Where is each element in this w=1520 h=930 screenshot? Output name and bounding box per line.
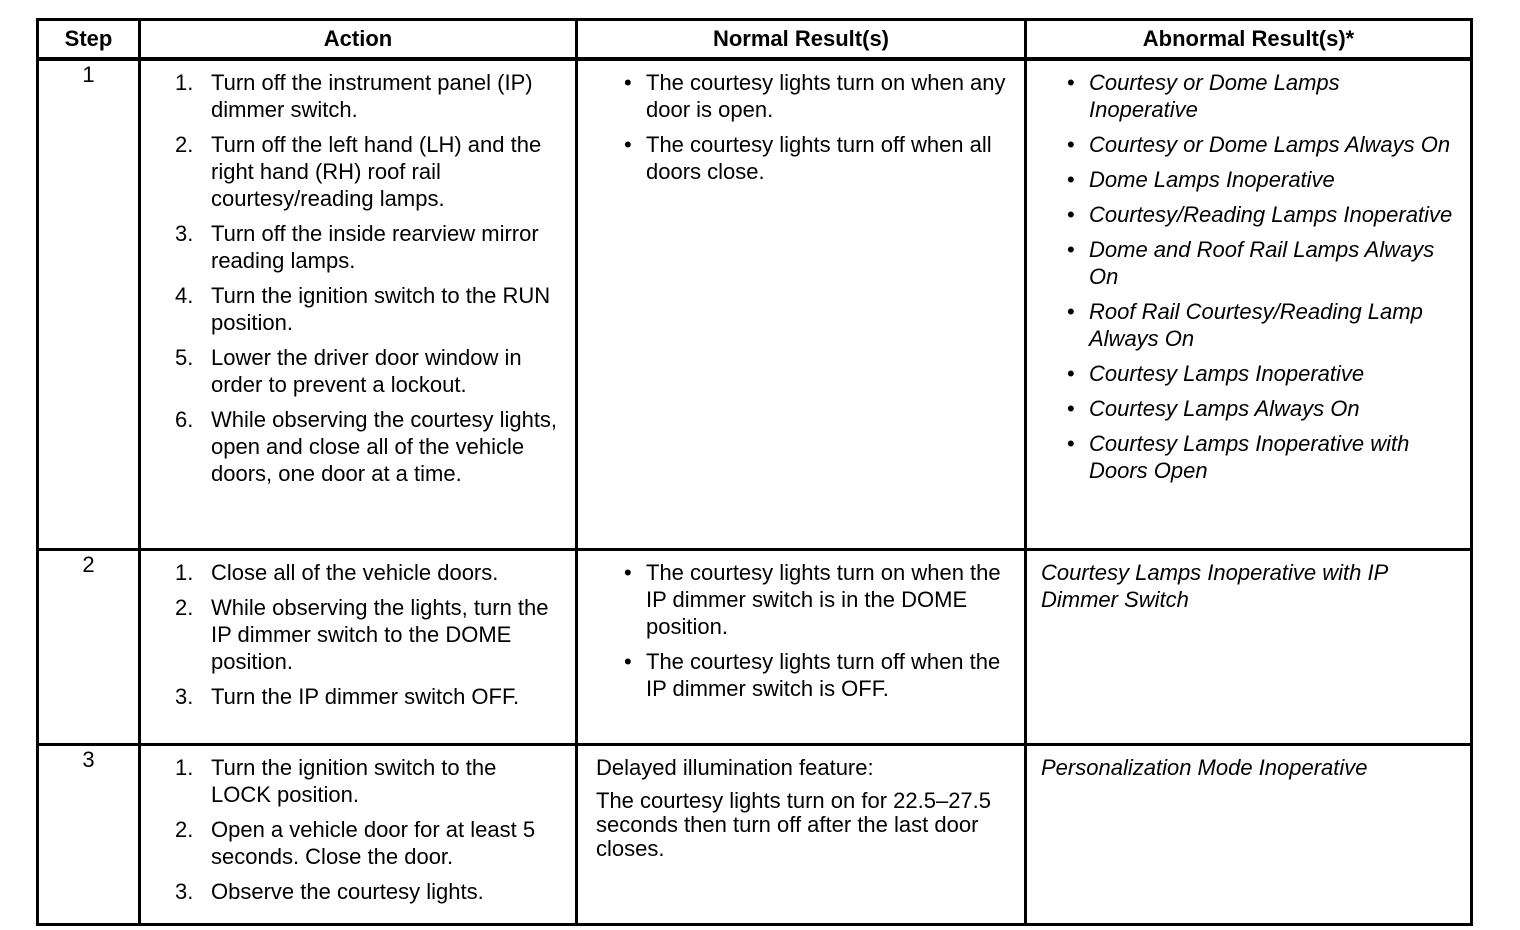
action-cell bbox=[140, 549, 577, 744]
diagnostic-table bbox=[36, 18, 1473, 926]
step-index: 3. bbox=[175, 878, 194, 904]
step-text: Turn off the instrument panel (IP) dimmer switch. bbox=[211, 70, 533, 122]
abnormal-result-text: Courtesy Lamps Inoperative with IP Dimmer Switch bbox=[1041, 559, 1388, 612]
step-index: 4. bbox=[175, 283, 194, 308]
step-index: 2. bbox=[175, 594, 194, 620]
step-index: 2. bbox=[175, 816, 194, 842]
action-step bbox=[153, 282, 565, 336]
action-cell bbox=[140, 744, 577, 924]
action-step bbox=[153, 683, 565, 710]
abnormal-result-cell bbox=[1026, 744, 1472, 924]
normal-result-heading: Delayed illumination feature: bbox=[596, 754, 874, 780]
bullet-icon: • bbox=[1067, 237, 1075, 262]
bullet-icon: • bbox=[1067, 70, 1075, 95]
action-step bbox=[153, 69, 565, 123]
result-text: The courtesy lights turn off when all doors close. bbox=[646, 132, 992, 184]
result-text: Courtesy or Dome Lamps Inoperative bbox=[1089, 70, 1340, 122]
step-text: While observing the courtesy lights, open and close all of the vehicle doors, one door at a time. bbox=[211, 407, 558, 486]
bullet-icon: • bbox=[1067, 167, 1075, 192]
header-step: Step bbox=[38, 20, 140, 60]
step-index: 2. bbox=[175, 132, 194, 157]
action-cell bbox=[140, 59, 577, 549]
step-number: 2 bbox=[38, 549, 140, 744]
abnormal-result-item bbox=[1039, 298, 1460, 352]
result-text: Courtesy Lamps Always On bbox=[1089, 396, 1360, 421]
abnormal-result-item bbox=[1039, 69, 1460, 123]
result-text: Dome and Roof Rail Lamps Always On bbox=[1089, 237, 1435, 289]
normal-result-cell bbox=[577, 59, 1026, 549]
step-text: Turn the ignition switch to the RUN position. bbox=[211, 283, 551, 335]
header-abnormal-results: Abnormal Result(s)* bbox=[1026, 20, 1472, 60]
bullet-icon: • bbox=[1067, 299, 1075, 324]
normal-result-cell bbox=[577, 549, 1026, 744]
abnormal-result-item bbox=[1039, 360, 1460, 387]
step-text: Lower the driver door window in order to prevent a lockout. bbox=[211, 345, 522, 397]
abnormal-result-item bbox=[1039, 395, 1460, 422]
step-index: 1. bbox=[175, 754, 194, 780]
action-step bbox=[153, 344, 565, 398]
step-index: 6. bbox=[175, 407, 194, 432]
normal-result-item bbox=[590, 131, 1014, 185]
table-row bbox=[38, 59, 1472, 549]
normal-result-text: The courtesy lights turn on for 22.5–27.5 seconds then turn off after the last door closes. bbox=[596, 787, 992, 861]
action-step bbox=[153, 406, 565, 487]
step-text: While observing the lights, turn the IP dimmer switch to the DOME position. bbox=[211, 594, 549, 674]
abnormal-result-item bbox=[1039, 131, 1460, 158]
result-text: Roof Rail Courtesy/Reading Lamp Always On bbox=[1089, 299, 1423, 351]
abnormal-result-text: Personalization Mode Inoperative bbox=[1041, 754, 1368, 780]
abnormal-result-item bbox=[1039, 430, 1460, 484]
abnormal-result-item bbox=[1039, 236, 1460, 290]
header-action: Action bbox=[140, 20, 577, 60]
step-index: 1. bbox=[175, 559, 194, 585]
action-step bbox=[153, 131, 565, 212]
normal-result-item bbox=[590, 559, 1014, 640]
action-step bbox=[153, 559, 565, 586]
step-text: Turn the IP dimmer switch OFF. bbox=[211, 683, 520, 709]
action-step bbox=[153, 594, 565, 675]
table-row bbox=[38, 744, 1472, 924]
normal-result-cell bbox=[577, 744, 1026, 924]
table-row bbox=[38, 549, 1472, 744]
result-text: Courtesy Lamps Inoperative bbox=[1089, 361, 1365, 386]
result-text: Dome Lamps Inoperative bbox=[1089, 167, 1335, 192]
normal-result-item bbox=[590, 648, 1014, 702]
bullet-icon: • bbox=[624, 70, 632, 95]
step-text: Open a vehicle door for at least 5 seconds. Close the door. bbox=[211, 816, 536, 869]
bullet-icon: • bbox=[1067, 396, 1075, 421]
bullet-icon: • bbox=[1067, 132, 1075, 157]
result-text: The courtesy lights turn on when any door is open. bbox=[646, 70, 1006, 122]
step-text: Turn off the left hand (LH) and the right hand (RH) roof rail courtesy/reading lamps. bbox=[211, 132, 542, 211]
step-text: Turn the ignition switch to the LOCK position. bbox=[211, 754, 497, 807]
result-text: The courtesy lights turn off when the IP dimmer switch is OFF. bbox=[646, 648, 1001, 701]
abnormal-result-cell bbox=[1026, 549, 1472, 744]
action-step bbox=[153, 878, 565, 905]
bullet-icon: • bbox=[1067, 431, 1075, 456]
action-step bbox=[153, 220, 565, 274]
action-step bbox=[153, 754, 565, 808]
result-text: The courtesy lights turn on when the IP dimmer switch is in the DOME position. bbox=[646, 559, 1001, 639]
result-text: Courtesy Lamps Inoperative with Doors Open bbox=[1089, 431, 1410, 483]
result-text: Courtesy/Reading Lamps Inoperative bbox=[1089, 202, 1453, 227]
bullet-icon: • bbox=[1067, 202, 1075, 227]
abnormal-result-item bbox=[1039, 201, 1460, 228]
normal-result-item bbox=[590, 69, 1014, 123]
abnormal-result-cell bbox=[1026, 59, 1472, 549]
step-index: 5. bbox=[175, 345, 194, 370]
step-index: 1. bbox=[175, 70, 194, 95]
bullet-icon: • bbox=[624, 648, 632, 674]
result-text: Courtesy or Dome Lamps Always On bbox=[1089, 132, 1451, 157]
bullet-icon: • bbox=[624, 132, 632, 157]
header-normal-results: Normal Result(s) bbox=[577, 20, 1026, 60]
step-index: 3. bbox=[175, 221, 194, 246]
abnormal-result-item bbox=[1039, 166, 1460, 193]
step-text: Turn off the inside rearview mirror reading lamps. bbox=[211, 221, 539, 273]
step-text: Observe the courtesy lights. bbox=[211, 878, 484, 904]
bullet-icon: • bbox=[624, 559, 632, 585]
header-row bbox=[38, 20, 1472, 60]
step-index: 3. bbox=[175, 683, 194, 709]
step-text: Close all of the vehicle doors. bbox=[211, 559, 499, 585]
bullet-icon: • bbox=[1067, 361, 1075, 386]
step-number: 1 bbox=[38, 59, 140, 549]
action-step bbox=[153, 816, 565, 870]
step-number: 3 bbox=[38, 744, 140, 924]
